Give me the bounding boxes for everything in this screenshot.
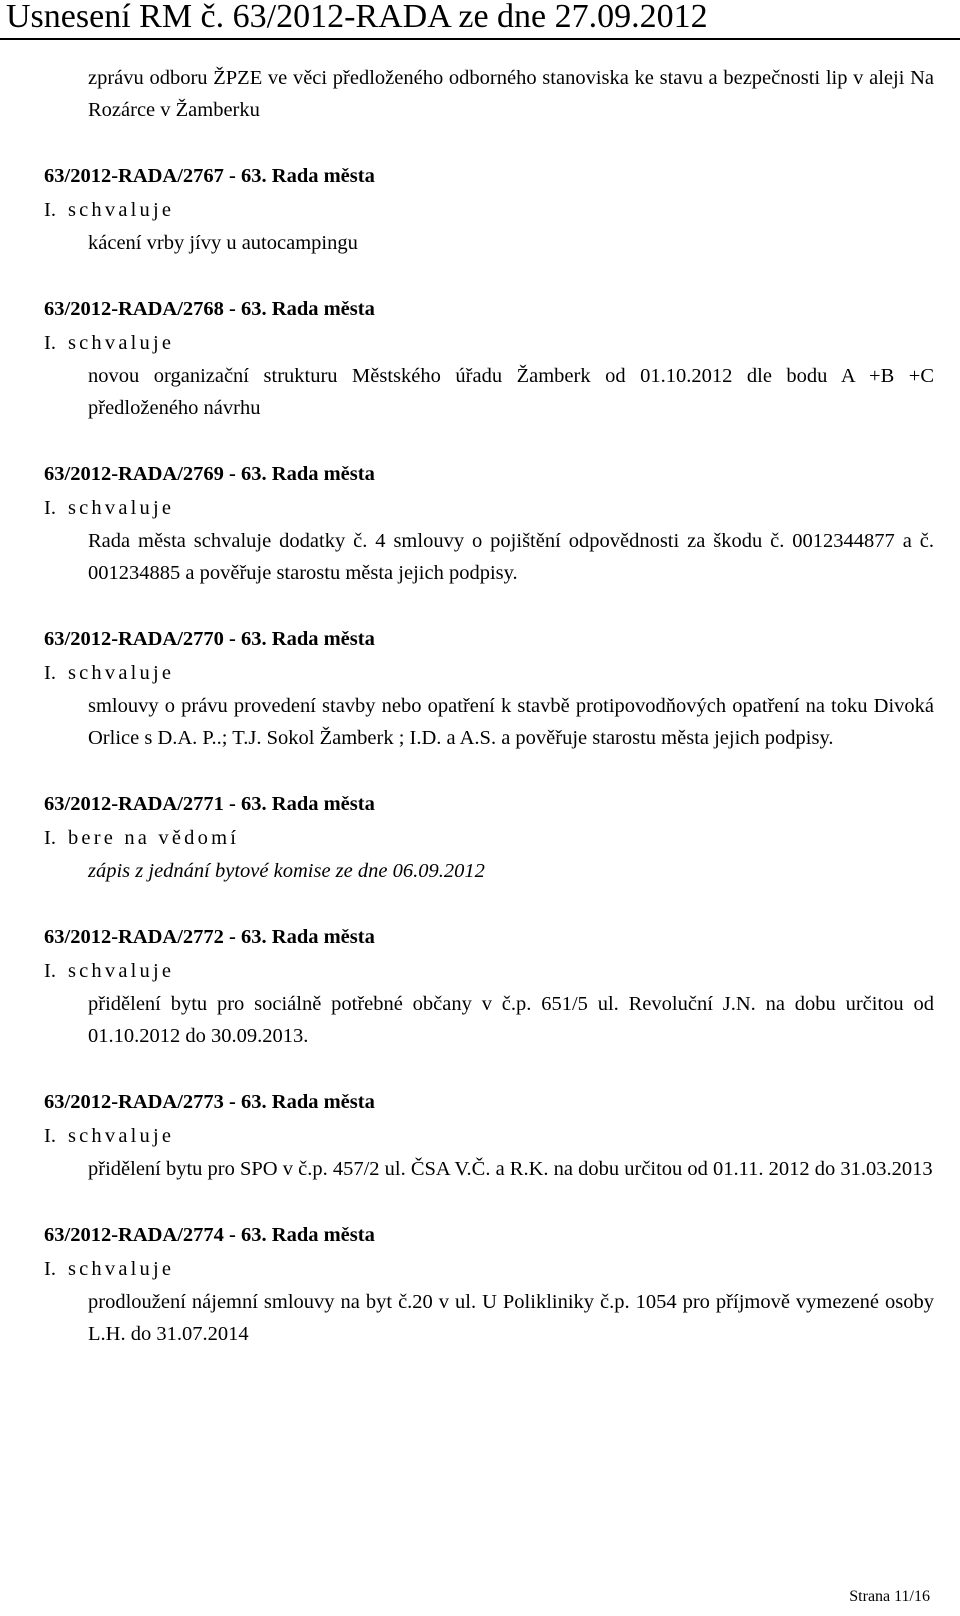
resolution-action-verb: schvaluje [67, 497, 175, 519]
resolution-action [44, 821, 934, 855]
resolution-heading: 63/2012-RADA/2768 - 63. Rada města [44, 298, 375, 320]
resolution-text: prodloužení nájemní smlouvy na byt č.20 v ul. U Polikliniky č.p. 1054 pro příjmově vymezené osoby L.H. do 31.07.2014 [88, 1291, 934, 1345]
resolution-2771 [44, 787, 934, 887]
resolution-text: zápis z jednání bytové komise ze dne 06.09.2012 [88, 860, 485, 882]
resolution-2773 [44, 1085, 934, 1185]
resolution-2769 [44, 457, 934, 589]
resolution-heading: 63/2012-RADA/2769 - 63. Rada města [44, 463, 375, 485]
page-number: Strana 11/16 [849, 1588, 930, 1605]
resolution-action-verb: schvaluje [67, 332, 175, 354]
page-header [0, 0, 960, 40]
resolution-action [44, 1252, 934, 1286]
document-title: Usnesení RM č. 63/2012-RADA ze dne 27.09.2012 [6, 0, 708, 35]
resolution-heading: 63/2012-RADA/2773 - 63. Rada města [44, 1091, 375, 1113]
resolution-text: novou organizační strukturu Městského úřadu Žamberk od 01.10.2012 dle bodu A +B +C předloženého návrhu [88, 365, 934, 419]
resolution-heading: 63/2012-RADA/2771 - 63. Rada města [44, 793, 375, 815]
resolution-2772 [44, 920, 934, 1052]
resolution-text: přidělení bytu pro SPO v č.p. 457/2 ul. ČSA V.Č. a R.K. na dobu určitou od 01.11. 2012 do 31.03.2013 [88, 1158, 933, 1180]
resolution-heading: 63/2012-RADA/2770 - 63. Rada města [44, 628, 375, 650]
resolution-text: kácení vrby jívy u autocampingu [88, 232, 358, 254]
resolution-action-verb: bere na vědomí [67, 827, 240, 849]
resolution-action-verb: schvaluje [67, 1258, 175, 1280]
resolution-heading: 63/2012-RADA/2772 - 63. Rada města [44, 926, 375, 948]
resolution-action-number: I. [44, 827, 56, 849]
resolution-heading: 63/2012-RADA/2767 - 63. Rada města [44, 165, 375, 187]
continued-resolution-text: zprávu odboru ŽPZE ve věci předloženého odborného stanoviska ke stavu a bezpečnosti lip v aleji Na Rozárce v Žamberku [88, 67, 934, 121]
resolution-action-verb: schvaluje [67, 662, 175, 684]
resolution-action [44, 1119, 934, 1153]
resolution-action-number: I. [44, 332, 56, 354]
resolution-action-number: I. [44, 960, 56, 982]
resolution-action-number: I. [44, 497, 56, 519]
resolution-action [44, 491, 934, 525]
resolution-action [44, 193, 934, 227]
resolution-action-verb: schvaluje [67, 199, 175, 221]
resolution-action [44, 326, 934, 360]
resolution-2768 [44, 292, 934, 424]
resolution-action [44, 954, 934, 988]
resolution-action-number: I. [44, 199, 56, 221]
resolution-action-number: I. [44, 1258, 56, 1280]
resolution-action [44, 656, 934, 690]
document-body [44, 62, 934, 1383]
resolution-text: Rada města schvaluje dodatky č. 4 smlouvy o pojištění odpovědnosti za škodu č. 0012344877 a č. 001234885 a pověřuje starostu města jejich podpisy. [88, 530, 934, 584]
resolution-action-verb: schvaluje [67, 960, 175, 982]
resolution-2770 [44, 622, 934, 754]
resolution-action-number: I. [44, 662, 56, 684]
resolution-2767 [44, 159, 934, 259]
resolution-action-verb: schvaluje [67, 1125, 175, 1147]
resolution-action-number: I. [44, 1125, 56, 1147]
resolution-heading: 63/2012-RADA/2774 - 63. Rada města [44, 1224, 375, 1246]
resolution-2774 [44, 1218, 934, 1350]
resolution-text: smlouvy o právu provedení stavby nebo opatření k stavbě protipovodňových opatření na toku Divoká Orlice s D.A. P..; T.J. Sokol Žamberk ; I.D. a A.S. a pověřuje starostu města jejich podpisy. [88, 695, 934, 749]
resolution-text: přidělení bytu pro sociálně potřebné občany v č.p. 651/5 ul. Revoluční J.N. na dobu určitou od 01.10.2012 do 30.09.2013. [88, 993, 934, 1047]
